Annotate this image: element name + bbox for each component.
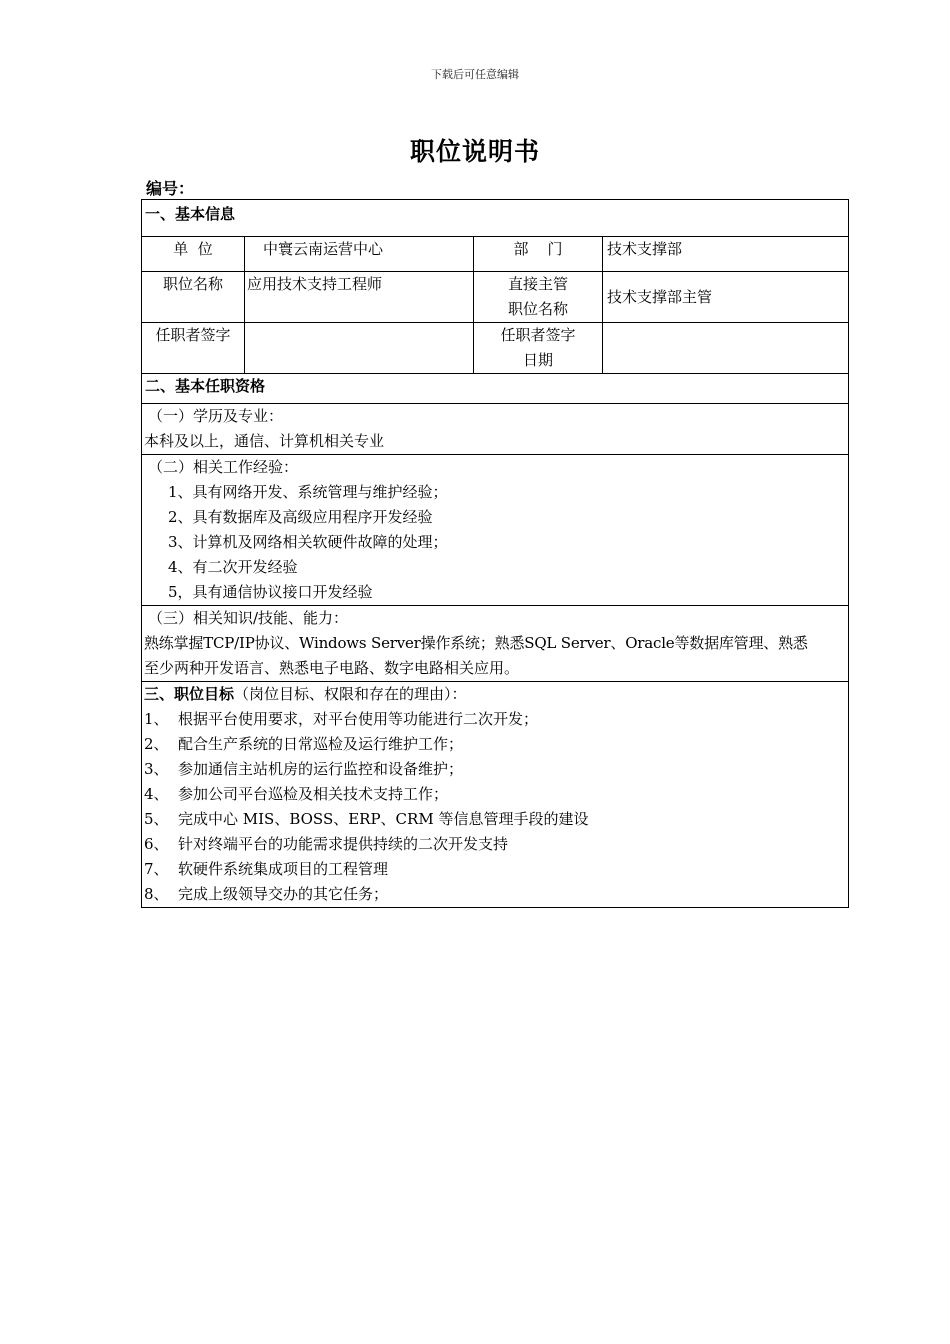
position-label: 职位名称 — [142, 272, 245, 323]
objective-number: 1、 — [144, 710, 169, 728]
skills-row — [142, 606, 849, 682]
objective-number: 7、 — [144, 860, 169, 878]
skills-line: 熟练掌握TCP/IP协议、Windows Server操作系统；熟悉SQL Server、Oracle等数据库管理、熟悉 — [144, 634, 808, 652]
supervisor-label — [474, 272, 603, 323]
objective-number: 8、 — [144, 885, 169, 903]
objective-number: 4、 — [144, 785, 169, 803]
objective-item — [144, 732, 844, 757]
basic-info-section-title: 一、基本信息 — [142, 200, 849, 237]
header-note: 下载后可任意编辑 — [431, 68, 519, 81]
skills-line: 至少两种开发语言、熟悉电子电路、数字电路相关应用。 — [144, 659, 520, 677]
experience-title: （二）相关工作经验： — [148, 458, 299, 476]
supervisor-value: 技术支撑部主管 — [603, 272, 849, 323]
objective-item — [144, 857, 844, 882]
signature-date-label-line-2: 日期 — [522, 351, 553, 369]
objective-text: 软硬件系统集成项目的工程管理 — [178, 860, 389, 878]
position-value: 应用技术支持工程师 — [245, 272, 474, 323]
experience-item: 5，具有通信协议接口开发经验 — [168, 583, 373, 601]
objective-text: 完成上级领导交办的其它任务； — [178, 885, 389, 903]
experience-item: 4、有二次开发经验 — [168, 558, 298, 576]
objective-number: 2、 — [144, 735, 169, 753]
objective-text: 配合生产系统的日常巡检及运行维护工作； — [178, 735, 464, 753]
experience-block — [142, 455, 849, 606]
position-row — [142, 272, 849, 323]
objective-item — [144, 782, 844, 807]
objective-text: 根据平台使用要求，对平台使用等功能进行二次开发； — [178, 710, 539, 728]
dept-value: 技术支撑部 — [603, 237, 849, 272]
education-title: （一）学历及专业： — [148, 407, 284, 425]
experience-item: 3、计算机及网络相关软硬件故障的处理； — [168, 533, 448, 551]
experience-item: 2、具有数据库及高级应用程序开发经验 — [168, 508, 433, 526]
objectives-row — [142, 682, 849, 908]
objective-number: 3、 — [144, 760, 169, 778]
qualifications-section-row — [142, 374, 849, 404]
basic-info-section-row — [142, 200, 849, 237]
objective-text: 针对终端平台的功能需求提供持续的二次开发支持 — [178, 835, 509, 853]
objective-number: 6、 — [144, 835, 169, 853]
qualifications-section-title: 二、基本任职资格 — [142, 374, 849, 404]
unit-value: 中寰云南运营中心 — [245, 237, 474, 272]
objective-text: 完成中心 MIS、BOSS、ERP、CRM 等信息管理手段的建设 — [178, 810, 589, 828]
objective-item — [144, 807, 844, 832]
signature-row — [142, 323, 849, 374]
objectives-heading — [144, 682, 844, 707]
education-block — [142, 404, 849, 455]
objective-item — [144, 757, 844, 782]
experience-item: 1、具有网络开发、系统管理与维护经验； — [168, 483, 448, 501]
supervisor-label-line-2: 职位名称 — [507, 300, 568, 318]
signature-date-value — [603, 323, 849, 374]
unit-row — [142, 237, 849, 272]
job-description-table — [141, 199, 849, 908]
skills-title: （三）相关知识/技能、能力： — [148, 609, 349, 627]
signature-value — [245, 323, 474, 374]
document-title: 职位说明书 — [409, 137, 540, 166]
objective-item — [144, 882, 844, 907]
objective-number: 5、 — [144, 810, 169, 828]
document-number-label: 编号： — [146, 179, 195, 198]
education-text: 本科及以上，通信、计算机相关专业 — [144, 432, 385, 450]
signature-date-label-line-1: 任职者签字 — [500, 326, 576, 344]
objectives-section-title: 三、职位目标 — [144, 685, 235, 703]
signature-label: 任职者签字 — [142, 323, 245, 374]
education-row — [142, 404, 849, 455]
skills-block — [142, 606, 849, 682]
objective-item — [144, 832, 844, 857]
objective-text: 参加通信主站机房的运行监控和设备维护； — [178, 760, 464, 778]
objective-text: 参加公司平台巡检及相关技术支持工作； — [178, 785, 449, 803]
objectives-block — [142, 682, 849, 908]
unit-label: 单 位 — [142, 237, 245, 272]
dept-label: 部 门 — [474, 237, 603, 272]
experience-row — [142, 455, 849, 606]
objective-item — [144, 707, 844, 732]
supervisor-label-line-1: 直接主管 — [507, 275, 568, 293]
signature-date-label — [474, 323, 603, 374]
objectives-section-note: （岗位目标、权限和存在的理由）： — [234, 685, 467, 703]
